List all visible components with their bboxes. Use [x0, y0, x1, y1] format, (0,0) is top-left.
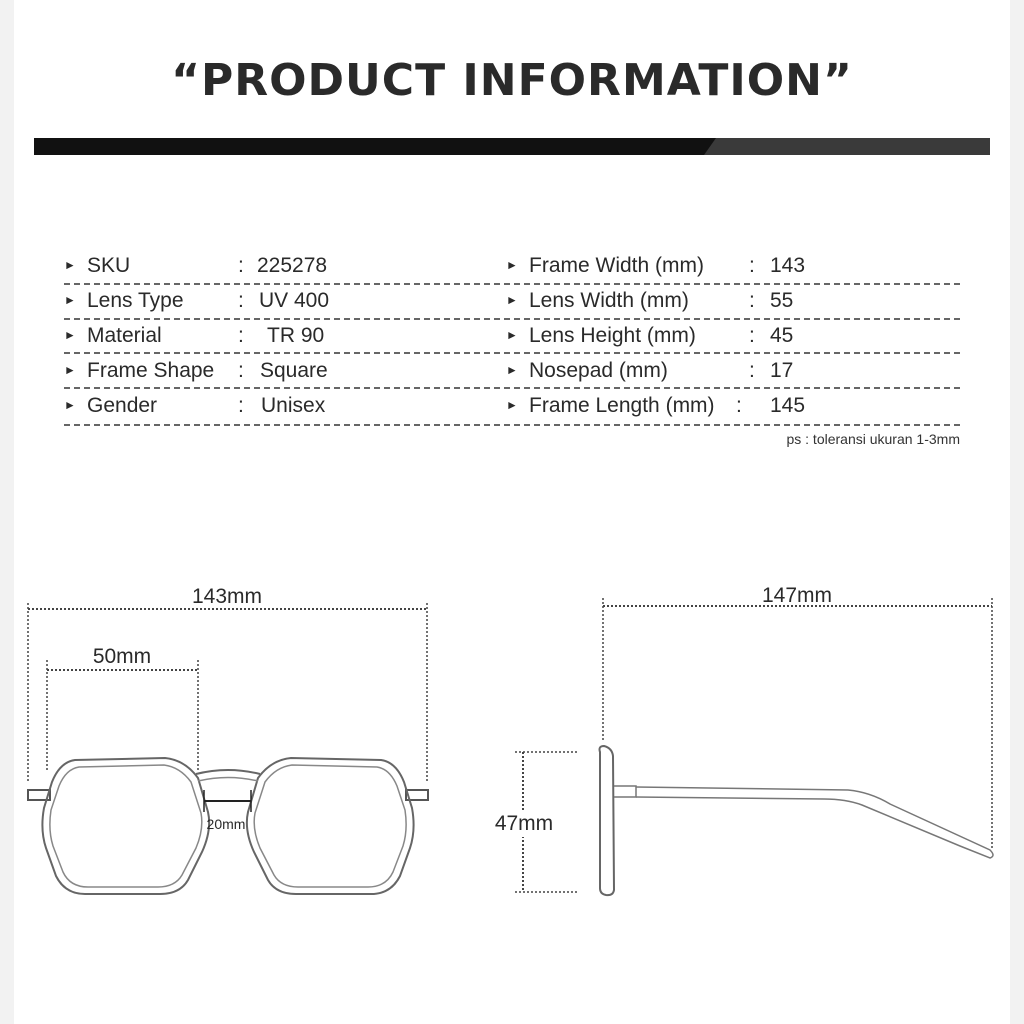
side-length-label: 147mm: [761, 584, 833, 607]
spec-value: 17: [770, 359, 794, 382]
dimension-front-width: [28, 585, 427, 782]
spec-value: Unisex: [261, 394, 326, 417]
spec-label: Frame Length (mm): [529, 394, 715, 417]
bullet-icon: ►: [64, 328, 76, 342]
page-title: “PRODUCT INFORMATION”: [171, 55, 853, 106]
bullet-icon: ►: [506, 398, 518, 412]
spec-colon: :: [749, 254, 755, 277]
spec-label: SKU: [87, 254, 131, 277]
size-tolerance-note: ps : toleransi ukuran 1-3mm: [786, 431, 960, 447]
spec-colon: :: [736, 394, 742, 417]
bullet-icon: ►: [506, 328, 518, 342]
spec-value: 45: [770, 324, 794, 347]
bullet-icon: ►: [64, 258, 76, 272]
bullet-icon: ►: [64, 363, 76, 377]
bridge-label: 20mm: [206, 816, 246, 832]
bullet-icon: ►: [506, 258, 518, 272]
dimension-side-length: [603, 584, 992, 848]
bullet-icon: ►: [64, 398, 76, 412]
spec-label: Frame Shape: [87, 359, 215, 382]
spec-colon: :: [238, 359, 244, 382]
spec-value: Square: [260, 359, 328, 382]
spec-label: Frame Width (mm): [529, 254, 704, 277]
spec-value: 145: [770, 394, 806, 417]
bullet-icon: ►: [506, 293, 518, 307]
spec-value: 225278: [257, 254, 328, 277]
dimension-bridge: [204, 790, 251, 832]
spec-value: TR 90: [267, 324, 325, 347]
dimension-side-height: [492, 752, 578, 892]
spec-colon: :: [749, 289, 755, 312]
spec-colon: :: [238, 394, 244, 417]
spec-colon: :: [238, 289, 244, 312]
bullet-icon: ►: [506, 363, 518, 377]
spec-value: UV 400: [259, 289, 330, 312]
side-view-glasses: [600, 746, 994, 895]
spec-value: 143: [770, 254, 806, 277]
front-width-label: 143mm: [191, 585, 263, 608]
spec-colon: :: [749, 359, 755, 382]
spec-value: 55: [770, 289, 794, 312]
side-height-label: 47mm: [494, 812, 554, 835]
spec-label: Lens Width (mm): [529, 289, 689, 312]
lens-width-label: 50mm: [92, 645, 152, 668]
bullet-icon: ►: [64, 293, 76, 307]
spec-label: Material: [87, 324, 162, 347]
spec-label: Lens Height (mm): [529, 324, 696, 347]
spec-colon: :: [749, 324, 755, 347]
spec-colon: :: [238, 254, 244, 277]
spec-label: Lens Type: [87, 289, 184, 312]
spec-label: Nosepad (mm): [529, 359, 668, 382]
dimension-lens-width: [47, 645, 198, 772]
spec-label: Gender: [87, 394, 158, 417]
spec-colon: :: [238, 324, 244, 347]
